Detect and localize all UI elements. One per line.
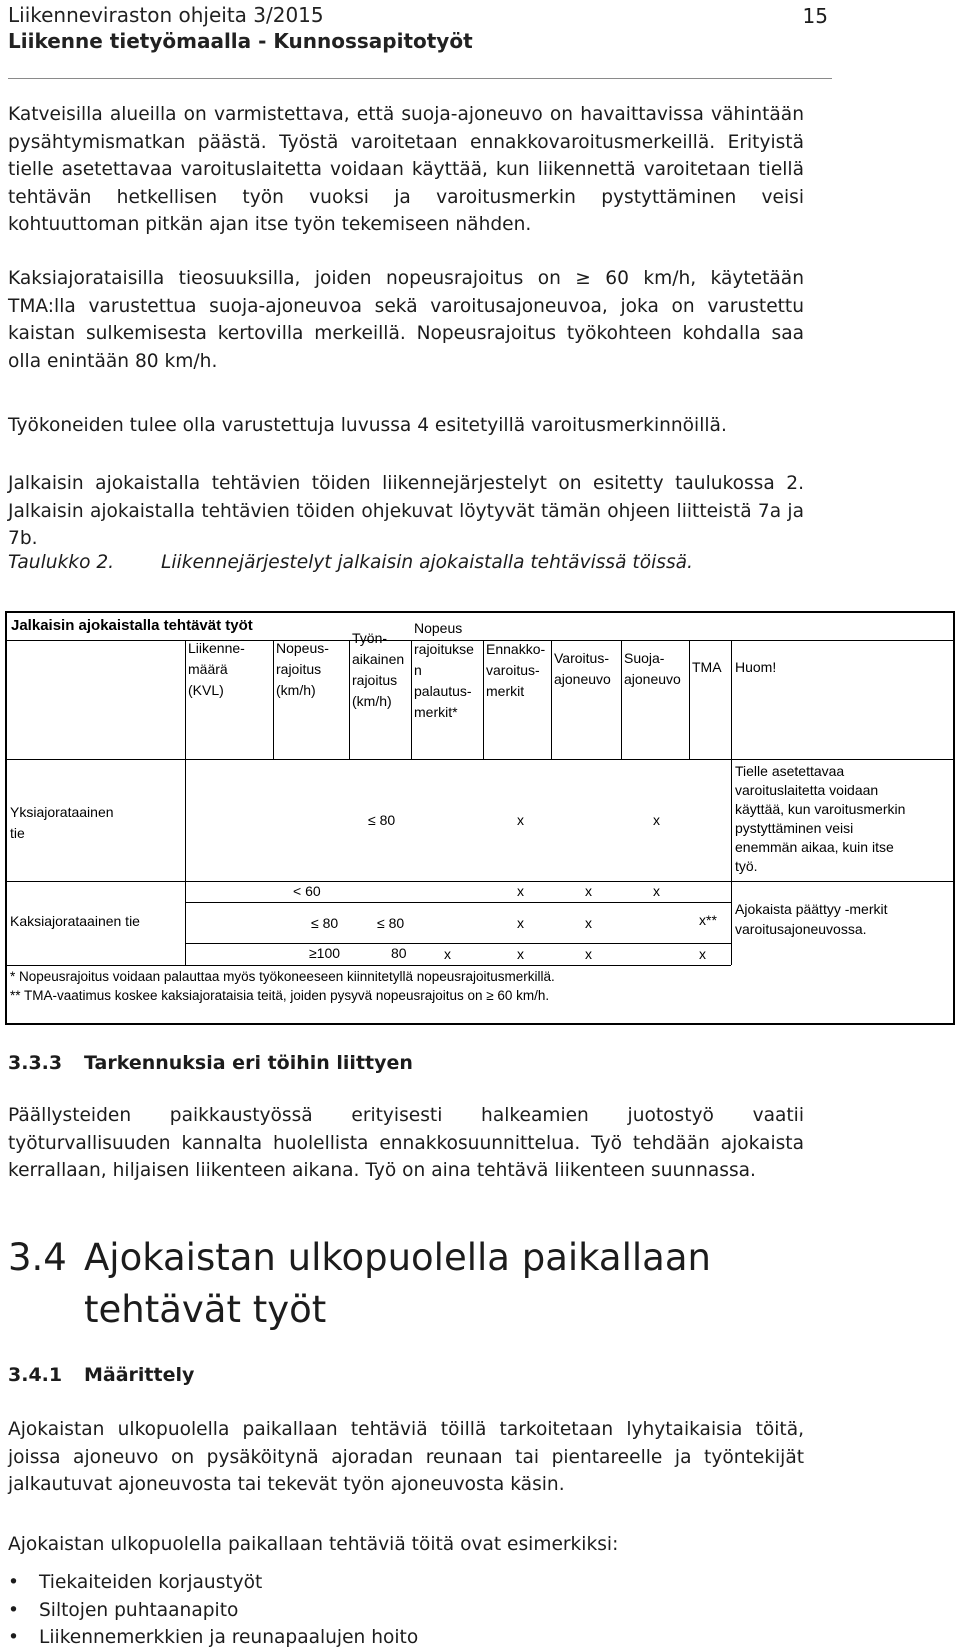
table-footnotes: [10, 967, 555, 1005]
row1-ennakko: x: [517, 812, 524, 828]
row1-note: Tielle asetettavaa varoituslaitetta voidaan käyttää, kun varoitusmerkin pystyttäminen veisi enemmän aikaa, kuin itse työ.: [735, 763, 906, 874]
header-huom: Huom!: [735, 659, 777, 675]
section-number: 3.4: [8, 1236, 67, 1279]
col-line: [621, 640, 622, 759]
header-divider: [8, 78, 832, 79]
footnote-2: ** TMA-vaatimus koskee kaksiajorataisia teitä, joiden pysyvä nopeusrajoitus on ≥ 60 km/h.: [10, 988, 550, 1003]
col-line: [185, 759, 186, 881]
running-header: [8, 2, 828, 54]
row-label-kaksiajorataainen: Kaksiajorataainen tie: [10, 913, 140, 929]
col-line: [689, 640, 690, 759]
caption-label: Taulukko 2.: [8, 552, 115, 573]
subrow-divider: [185, 943, 731, 944]
row2-sub2-speed: ≤ 80: [311, 915, 339, 931]
row2-sub2-varoitus: x: [585, 915, 592, 931]
paragraph-maarittely: Ajokaistan ulkopuolella paikallaan tehtäviä töillä tarkoitetaan lyhytaikaisia töitä, joissa ajoneuvo on pysäköitynä ajoradan reunaan tai pientareelle ja työntekijät jalkautuvat ajoneuvosta tai tekevät työn ajoneuvosta käsin.: [8, 1419, 804, 1496]
table-title: Jalkaisin ajokaistalla tehtävät työt: [11, 617, 253, 634]
row2-sub3-tma: x: [699, 946, 706, 962]
footnote-divider: [7, 965, 731, 966]
col-line: [483, 640, 484, 759]
header-palautusmerkit: Nopeus rajoitukse n palautus- merkit*: [414, 620, 474, 720]
paragraph-tyokoneiden: Työkoneiden tulee olla varustettuja luvussa 4 esitetyillä varoitusmerkinnöillä.: [8, 415, 727, 436]
col-line: [185, 640, 186, 759]
row2-sub1-ennakko: x: [517, 883, 524, 899]
paragraph-esimerkiksi: Ajokaistan ulkopuolella paikallaan tehtäviä töitä ovat esimerkiksi:: [8, 1534, 619, 1555]
row1-suoja: x: [653, 812, 660, 828]
row2-sub1-speed: < 60: [293, 883, 321, 899]
header-tyonaikainen-rajoitus: Työn- aikainen rajoitus (km/h): [352, 630, 405, 709]
list-item: • Siltojen puhtaanapito: [8, 1597, 418, 1625]
publication-title: Liikenne tietyömaalla - Kunnossapitotyöt: [8, 29, 473, 53]
col-line: [551, 640, 552, 759]
row2-sub3-tyonaikainen: 80: [391, 945, 407, 961]
col-line: [731, 759, 732, 881]
row2-note: Ajokaista päättyy -merkit varoitusajoneuvossa.: [735, 901, 888, 937]
section-title: Tarkennuksia eri töihin liittyen: [84, 1052, 413, 1074]
section-number: 3.4.1: [8, 1364, 63, 1386]
row2-sub3-palautus: x: [444, 946, 451, 962]
row2-sub3-ennakko: x: [517, 946, 524, 962]
row-divider: [7, 759, 953, 760]
caption-text: Liikennejärjestelyt jalkaisin ajokaistalla tehtävissä töissä.: [161, 552, 693, 573]
title-divider: [7, 640, 953, 641]
row-label-yksiajorataainen: Yksiajorataainen tie: [10, 804, 114, 841]
section-title: Ajokaistan ulkopuolella paikallaan tehtävät työt: [84, 1236, 711, 1331]
section-heading-3-3-3: [8, 1052, 413, 1074]
row2-sub3-varoitus: x: [585, 946, 592, 962]
row2-sub1-suoja: x: [653, 883, 660, 899]
header-suoja-ajoneuvo: Suoja- ajoneuvo: [624, 650, 681, 687]
examples-list: [8, 1569, 418, 1652]
publication-series: Liikenneviraston ohjeita 3/2015: [8, 3, 324, 27]
section-title: Määrittely: [84, 1364, 195, 1386]
paragraph-jalkaisin: Jalkaisin ajokaistalla tehtävien töiden liikennejärjestelyt on esitetty taulukossa 2. Jalkaisin ajokaistalla tehtävien töiden ohjekuvat löytyvät tämän ohjeen liitteistä 7a ja 7b.: [8, 473, 804, 550]
subrow-divider: [185, 902, 731, 903]
traffic-arrangements-table: [5, 611, 955, 1025]
page-number: 15: [802, 4, 828, 28]
footnote-1: * Nopeusrajoitus voidaan palauttaa myös työkoneeseen kiinnitetyllä nopeusrajoitusmerkillä.: [10, 969, 555, 984]
list-item: • Liikennemerkkien ja reunapaalujen hoito: [8, 1624, 418, 1652]
row2-sub2-tma: x**: [699, 912, 717, 928]
col-line: [273, 640, 274, 759]
paragraph-kaksiajorataisilla: Kaksiajorataisilla tieosuuksilla, joiden nopeusrajoitus on ≥ 60 km/h, käytetään TMA:lla varustettua suoja-ajoneuvoa sekä varoitusajoneuvoa, joka on varustettu kaistan sulkemisesta kertovilla merkeillä. Nopeusrajoitus työkohteen kohdalla saa olla enintään 80 km/h.: [8, 268, 804, 372]
header-varoitusajoneuvo: Varoitus- ajoneuvo: [554, 650, 611, 687]
row2-sub2-ennakko: x: [517, 915, 524, 931]
col-line: [349, 640, 350, 759]
col-line: [185, 881, 186, 965]
table-caption: [8, 552, 693, 573]
row2-sub1-varoitus: x: [585, 883, 592, 899]
header-tma: TMA: [692, 659, 722, 675]
row1-speed: ≤ 80: [368, 812, 396, 828]
header-nopeusrajoitus: Nopeus- rajoitus (km/h): [276, 640, 329, 698]
paragraph-katveisilla: Katveisilla alueilla on varmistettava, että suoja-ajoneuvo on havaittavissa vähintään pysähtymismatkan päästä. Työstä varoitetaan ennakkovaroitusmerkeillä. Erityistä tielle asetettavaa varoituslaitetta voidaan käyttää, kun liikennettä varoitetaan tiellä tehtävän hetkellisen työn vuoksi ja varoitusmerkin pystyttäminen veisi kohtuuttoman pitkän ajan itse työn tekemiseen nähden.: [8, 104, 804, 236]
row2-sub2-tyonaikainen: ≤ 80: [377, 915, 405, 931]
header-kvl: Liikenne- määrä (KVL): [188, 640, 245, 698]
row-divider: [7, 881, 953, 882]
paragraph-paallysteiden: Päällysteiden paikkaustyössä erityisesti halkeamien juotostyö vaatii työturvallisuuden kannalta huolellista ennakkosuunnittelua. Työ tehdään ajokaista kerrallaan, hiljaisen liikenteen aikana. Työ on aina tehtävä liikenteen suunnassa.: [8, 1105, 804, 1182]
row2-sub3-speed: ≥100: [309, 945, 341, 961]
header-ennakkovaroitusmerkit: Ennakko- varoitus- merkit: [486, 641, 546, 699]
col-line: [731, 640, 732, 759]
col-line: [731, 881, 732, 965]
col-line: [411, 640, 412, 759]
list-item: • Tiekaiteiden korjaustyöt: [8, 1569, 418, 1597]
section-number: 3.3.3: [8, 1052, 63, 1074]
section-heading-3-4-1: [8, 1364, 194, 1386]
